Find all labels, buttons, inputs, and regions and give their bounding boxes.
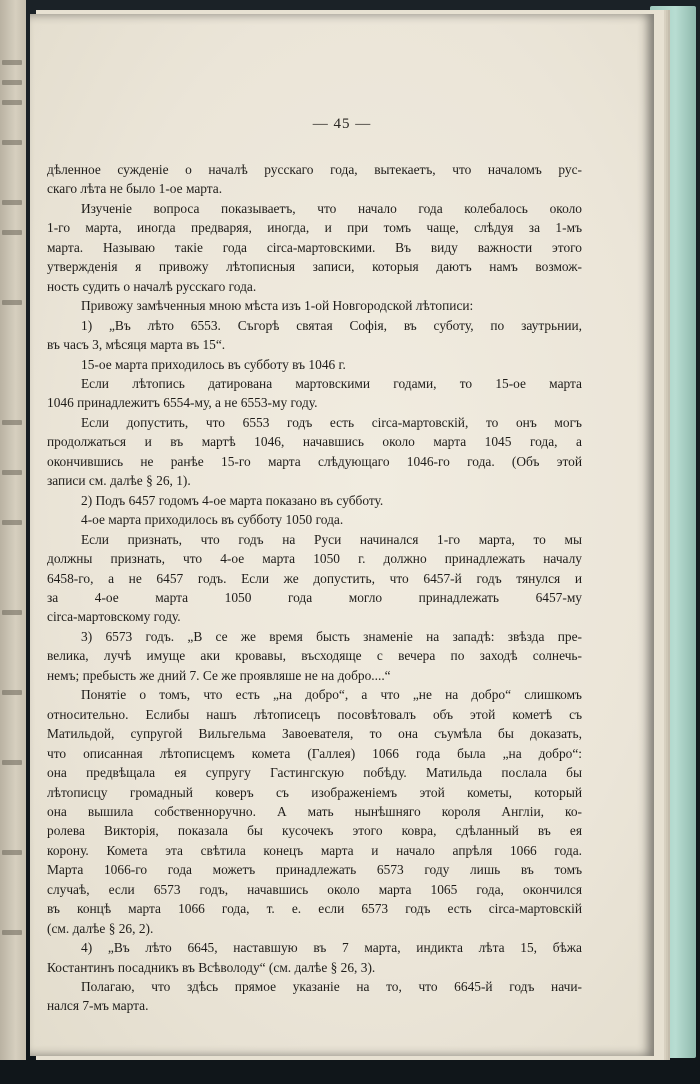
text-line: Марта 1066-го года можетъ принадлежать 6573 году лишь въ томъ <box>47 862 582 878</box>
text-line: Костантинъ посадникъ въ Всѣволоду“ (см. далѣе § 26, 3). <box>47 959 376 975</box>
text-line: за 4-ое марта 1050 года могло принадлежать 6457-му <box>47 589 582 605</box>
left-facing-page-edge <box>0 0 26 1060</box>
text-line: 3) 6573 годъ. „В се же время бысть знаменіе на западѣ: звѣзда пре- <box>81 628 582 644</box>
body-text <box>47 160 582 1016</box>
paragraph <box>47 199 582 296</box>
text-line: Полагаю, что здѣсь прямое указаніе на то, что 6645-й годъ начи- <box>81 979 582 995</box>
text-line: что описанная лѣтописцемъ комета (Галлея) 1066 года была „на добро“: <box>47 745 582 761</box>
text-line: немъ; пребысть же дний 7. Се же проявляше не на добро....“ <box>47 667 391 683</box>
text-line: 6458-го, а не 6457 годъ. Если же допустить, что 6457-й годъ тянулся и <box>47 570 582 586</box>
text-line: скаго лѣта не было 1-ое марта. <box>47 181 223 197</box>
text-line: 15-ое марта приходилось въ субботу въ 1046 г. <box>81 356 346 372</box>
text-line: лѣтописцу громадный коверъ съ изображеніемъ этой кометы, который <box>47 784 582 800</box>
text-line: 4-ое марта приходилось въ субботу 1050 года. <box>81 512 344 528</box>
paragraph <box>47 627 582 685</box>
text-line: дѣленное сужденіе о началѣ русскаго года, вытекаетъ, что началомъ рус- <box>47 162 582 177</box>
paragraph <box>47 938 582 977</box>
paragraph <box>47 160 582 199</box>
text-line: относительно. Еслибы нашъ лѣтописецъ посовѣтовалъ объ этой кометѣ съ <box>47 706 582 722</box>
text-line: Матильдой, супругой Вильгельма Завоевателя, то она съумѣла бы доказать, <box>47 726 582 742</box>
text-line: въ часъ 3, мѣсяця марта въ 15“. <box>47 337 226 353</box>
text-line: Понятіе о томъ, что есть „на добро“, а что „не на добро“ слишкомъ <box>81 687 582 703</box>
text-line: корону. Комета эта свѣтила конецъ марта и начало апрѣля 1066 года. <box>47 842 582 858</box>
text-line: circa-мартовскому году. <box>47 609 181 625</box>
text-line: марта. Называю такіе года circa-мартовскими. Въ виду важности этого <box>47 239 582 255</box>
text-line: Изученіе вопроса показываетъ, что начало года колебалось около <box>81 200 582 216</box>
page-number: — 45 — <box>312 116 372 132</box>
paragraph <box>47 530 582 627</box>
text-line: записи см. далѣе § 26, 1). <box>47 473 191 489</box>
paragraph <box>47 374 582 413</box>
text-line: она вышила собственноручно. А мать нынѣшняго короля Англіи, ко- <box>47 803 582 819</box>
text-line: случаѣ, если 6573 годъ, начавшись около марта 1065 года, окончился <box>47 881 582 897</box>
text-line: въ концѣ марта 1066 года, т. е. если 6573 годъ есть circa-мартовскій <box>47 901 582 917</box>
text-line: 1046 принадлежитъ 6554-му, а не 6553-му году. <box>47 395 318 411</box>
text-line: 1-го марта, иногда предваряя, иногда, и при томъ чаще, слѣдуя за 1-мъ <box>47 220 582 236</box>
text-line: Если лѣтопись датирована мартовскими годами, то 15-ое марта <box>81 375 582 391</box>
text-line: Если допустить, что 6553 годъ есть circa-мартовскій, то онъ могъ <box>81 414 582 430</box>
text-line: нался 7-мъ марта. <box>47 998 149 1014</box>
text-line: Если признать, что годъ на Руси начинался 1-го марта, то мы <box>81 531 582 547</box>
text-line: 2) Подъ 6457 годомъ 4-ое марта показано въ субботу. <box>81 492 384 508</box>
text-line: ность судить о началѣ русскаго года. <box>47 278 257 294</box>
text-line: она предвѣщала ея супругу Гастингскую побѣду. Матильда послала бы <box>47 765 582 781</box>
paragraph <box>47 977 582 1016</box>
text-line: 1) „Въ лѣто 6553. Съгорѣ святая Софія, въ суботу, по заутрьнии, <box>81 317 582 333</box>
book-page <box>30 14 654 1056</box>
text-line: 4) „Въ лѣто 6645, наставшую въ 7 марта, индикта лѣта 15, бѣжа <box>81 940 582 956</box>
paragraph <box>47 510 582 529</box>
text-line: (см. далѣе § 26, 2). <box>47 920 154 936</box>
paragraph <box>47 413 582 491</box>
text-line: утвержденія я привожу лѣтописныя записи, которыя даютъ намъ возмож- <box>47 259 582 275</box>
text-line: должны признать, что 4-ое марта 1050 г. должно принадлежать началу <box>47 551 582 567</box>
paragraph <box>47 296 582 315</box>
text-line: окончившись не ранѣе 15-го марта слѣдующаго 1046-го года. (Объ этой <box>47 453 582 469</box>
text-line: ролева Викторія, показала бы кусочекъ этого ковра, сдѣланный въ ея <box>47 823 582 839</box>
text-line: продолжаться и въ мартѣ 1046, начавшись около марта 1045 года, а <box>47 434 582 450</box>
paragraph <box>47 355 582 374</box>
paragraph <box>47 685 582 938</box>
paragraph <box>47 491 582 510</box>
paragraph <box>47 316 582 355</box>
text-line: велика, лучѣ имуще аки кровавы, въсходяще с вечера по заходѣ солнечь- <box>47 648 582 664</box>
text-line: Привожу замѣченныя мною мѣста изъ 1-ой Новгородской лѣтописи: <box>81 298 474 314</box>
